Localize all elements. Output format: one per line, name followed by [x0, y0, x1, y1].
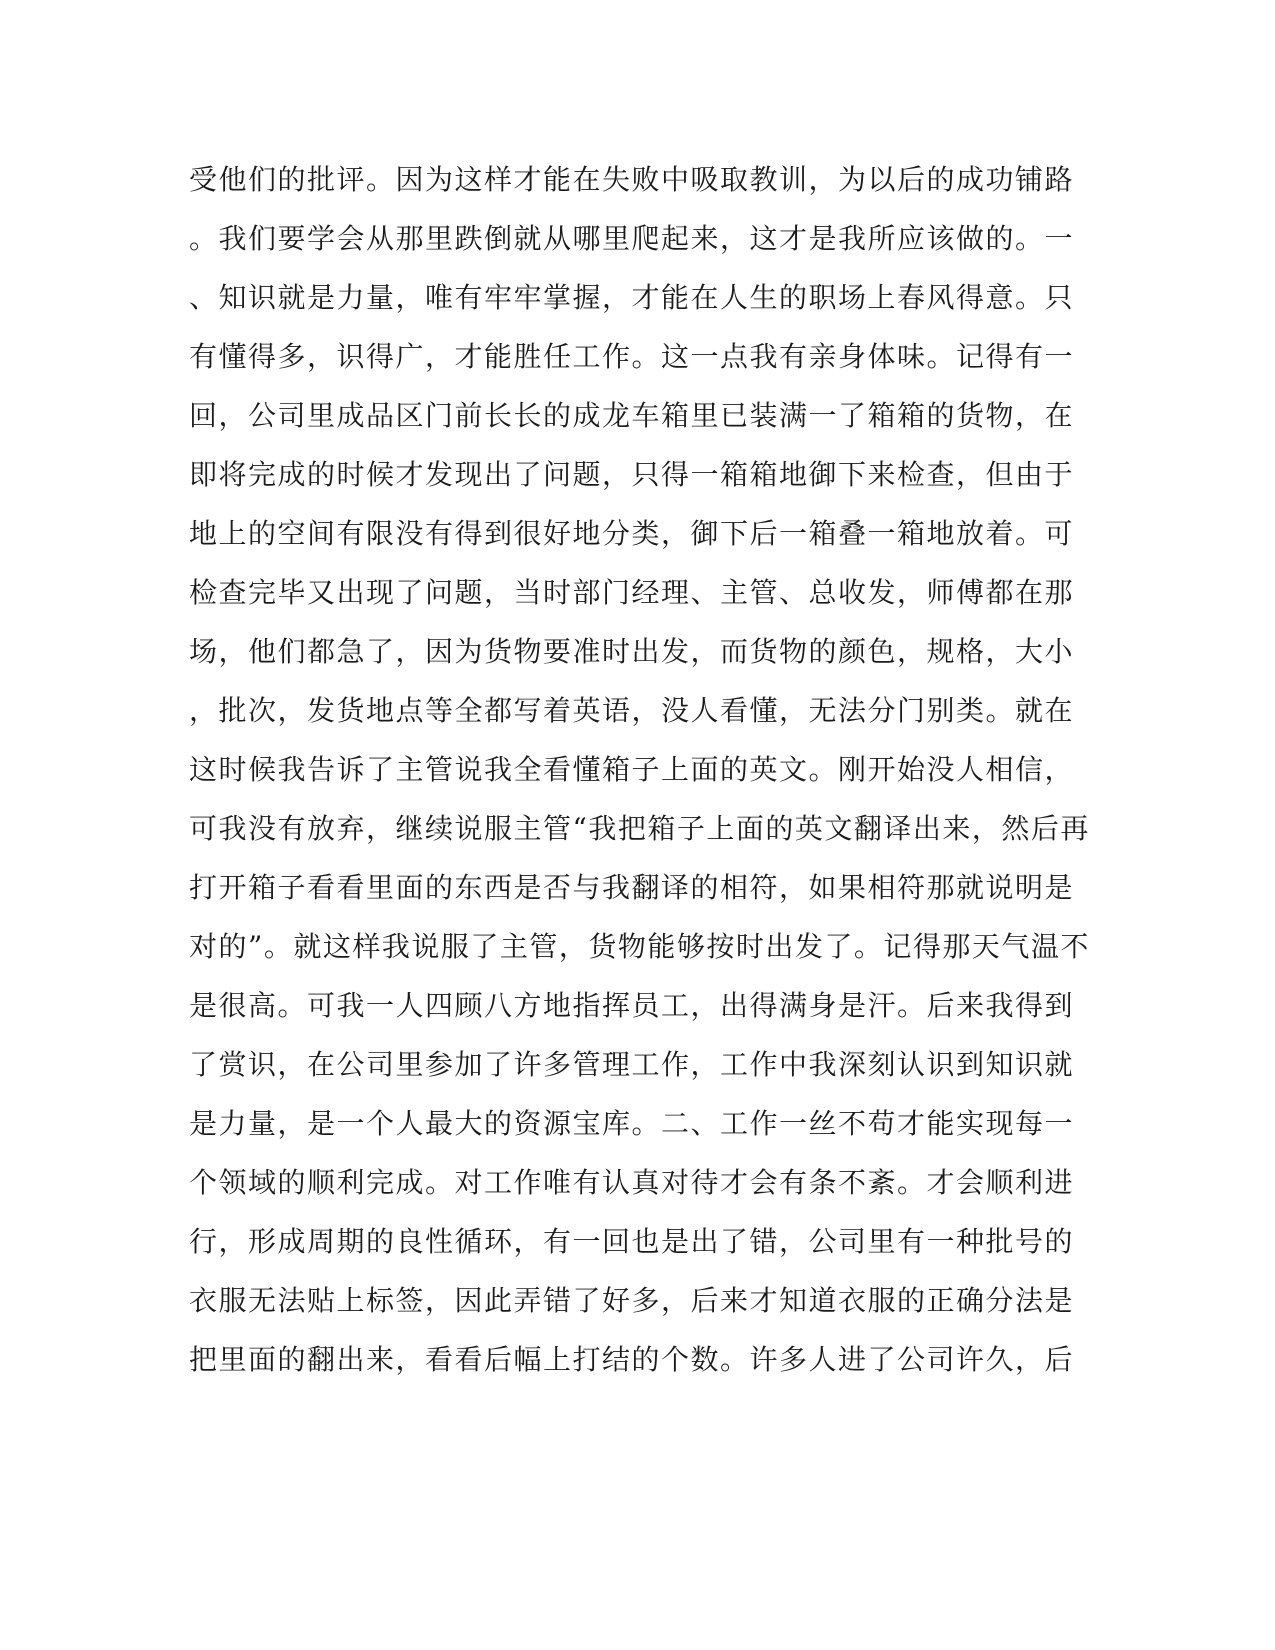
text-line: 回，公司里成品区门前长长的成龙车箱里已装满一了箱箱的货物，在 — [189, 399, 1075, 432]
text-line: 了赏识，在公司里参加了许多管理工作，工作中我深刻认识到知识就 — [189, 1048, 1075, 1081]
text-line: 这时候我告诉了主管说我全看懂箱子上面的英文。刚开始没人相信， — [189, 753, 1075, 786]
text-line: 。我们要学会从那里跌倒就从哪里爬起来，这才是我所应该做的。一 — [189, 222, 1075, 255]
text-line: 检查完毕又出现了问题，当时部门经理、主管、总收发，师傅都在那 — [189, 576, 1075, 609]
text-line: 把里面的翻出来，看看后幅上打结的个数。许多人进了公司许久，后 — [189, 1343, 1075, 1376]
text-line: 是力量，是一个人最大的资源宝库。二、工作一丝不苟才能实现每一 — [189, 1107, 1075, 1140]
text-line: 场，他们都急了，因为货物要准时出发，而货物的颜色，规格，大小 — [189, 635, 1075, 668]
text-line: 即将完成的时候才发现出了问题，只得一箱箱地御下来检查，但由于 — [189, 458, 1075, 491]
text-line: 行，形成周期的良性循环，有一回也是出了错，公司里有一种批号的 — [189, 1225, 1075, 1258]
text-line: 、知识就是力量，唯有牢牢掌握，才能在人生的职场上春风得意。只 — [189, 281, 1075, 314]
text-line: 是很高。可我一人四顾八方地指挥员工，出得满身是汗。后来我得到 — [189, 989, 1075, 1022]
text-line: 可我没有放弃，继续说服主管“我把箱子上面的英文翻译出来，然后再 — [189, 812, 1090, 845]
text-line: 受他们的批评。因为这样才能在失败中吸取教训，为以后的成功铺路 — [189, 163, 1075, 196]
text-line: 对的”。就这样我说服了主管，货物能够按时出发了。记得那天气温不 — [189, 930, 1090, 963]
text-line: 衣服无法贴上标签，因此弄错了好多，后来才知道衣服的正确分法是 — [189, 1284, 1075, 1317]
text-line: 地上的空间有限没有得到很好地分类，御下后一箱叠一箱地放着。可 — [189, 517, 1075, 550]
text-line: ，批次，发货地点等全都写着英语，没人看懂，无法分门别类。就在 — [189, 694, 1075, 727]
text-line: 个领域的顺利完成。对工作唯有认真对待才会有条不紊。才会顺利进 — [189, 1166, 1075, 1199]
text-line: 打开箱子看看里面的东西是否与我翻译的相符，如果相符那就说明是 — [189, 871, 1075, 904]
text-line: 有懂得多，识得广，才能胜任工作。这一点我有亲身体味。记得有一 — [189, 340, 1075, 373]
